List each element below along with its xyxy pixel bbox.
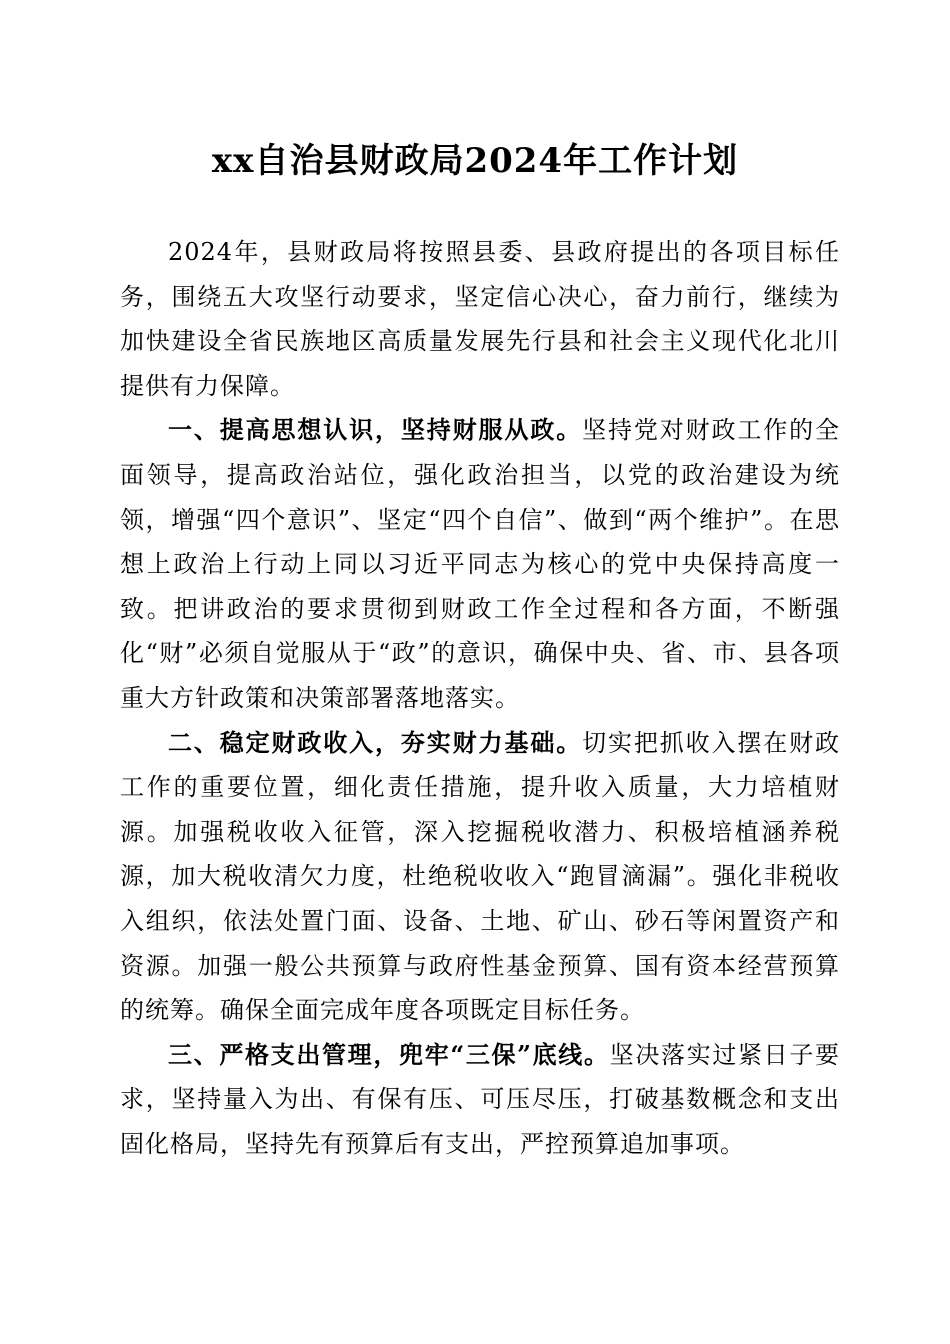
document-body	[120, 230, 840, 1166]
paragraph-intro	[120, 230, 840, 408]
paragraph-text: 坚决落实过紧日子要求，坚持量入为出、有保有压、可压尽压，打破基数概念和支出固化格局，坚持先有预算后有支出，严控预算追加事项。	[120, 1040, 841, 1158]
paragraph-text: 切实把抓收入摆在财政工作的重要位置，细化责任措施，提升收入质量，大力培植财源。加强税收收入征管，深入挖掘税收潜力、积极培植涵养税源，加大税收清欠力度，杜绝税收收入“跑冒滴漏”。强化非税收入组织，依法处置门面、设备、土地、矿山、砂石等闲置资产和资源。加强一般公共预算与政府性基金预算、国有资本经营预算的统筹。确保全面完成年度各项既定目标任务。	[120, 728, 841, 1025]
paragraph-text: 2024年，县财政局将按照县委、县政府提出的各项目标任务，围绕五大攻坚行动要求，坚定信心决心，奋力前行，继续为加快建设全省民族地区高质量发展先行县和社会主义现代化北川提供有力保障。	[120, 238, 840, 400]
section-heading: 三、严格支出管理，兜牢“三保”底线。	[168, 1039, 610, 1069]
section-heading: 一、提高思想认识，坚持财服从政。	[168, 415, 583, 445]
section-heading: 二、稳定财政收入，夯实财力基础。	[168, 727, 583, 757]
document-title: xx自治县财政局2024年工作计划	[211, 141, 739, 181]
paragraph-section-2	[120, 721, 840, 1033]
paragraph-section-3	[120, 1033, 840, 1167]
paragraph-section-1	[120, 408, 840, 720]
paragraph-text: 坚持党对财政工作的全面领导，提高政治站位，强化政治担当，以党的政治建设为统领，增强“四个意识”、坚定“四个自信”、做到“两个维护”。在思想上政治上行动上同以习近平同志为核心的党中央保持高度一致。把讲政治的要求贯彻到财政工作全过程和各方面，不断强化“财”必须自觉服从于“政”的意识，确保中央、省、市、县各项重大方针政策和决策部署落地落实。	[120, 416, 841, 712]
